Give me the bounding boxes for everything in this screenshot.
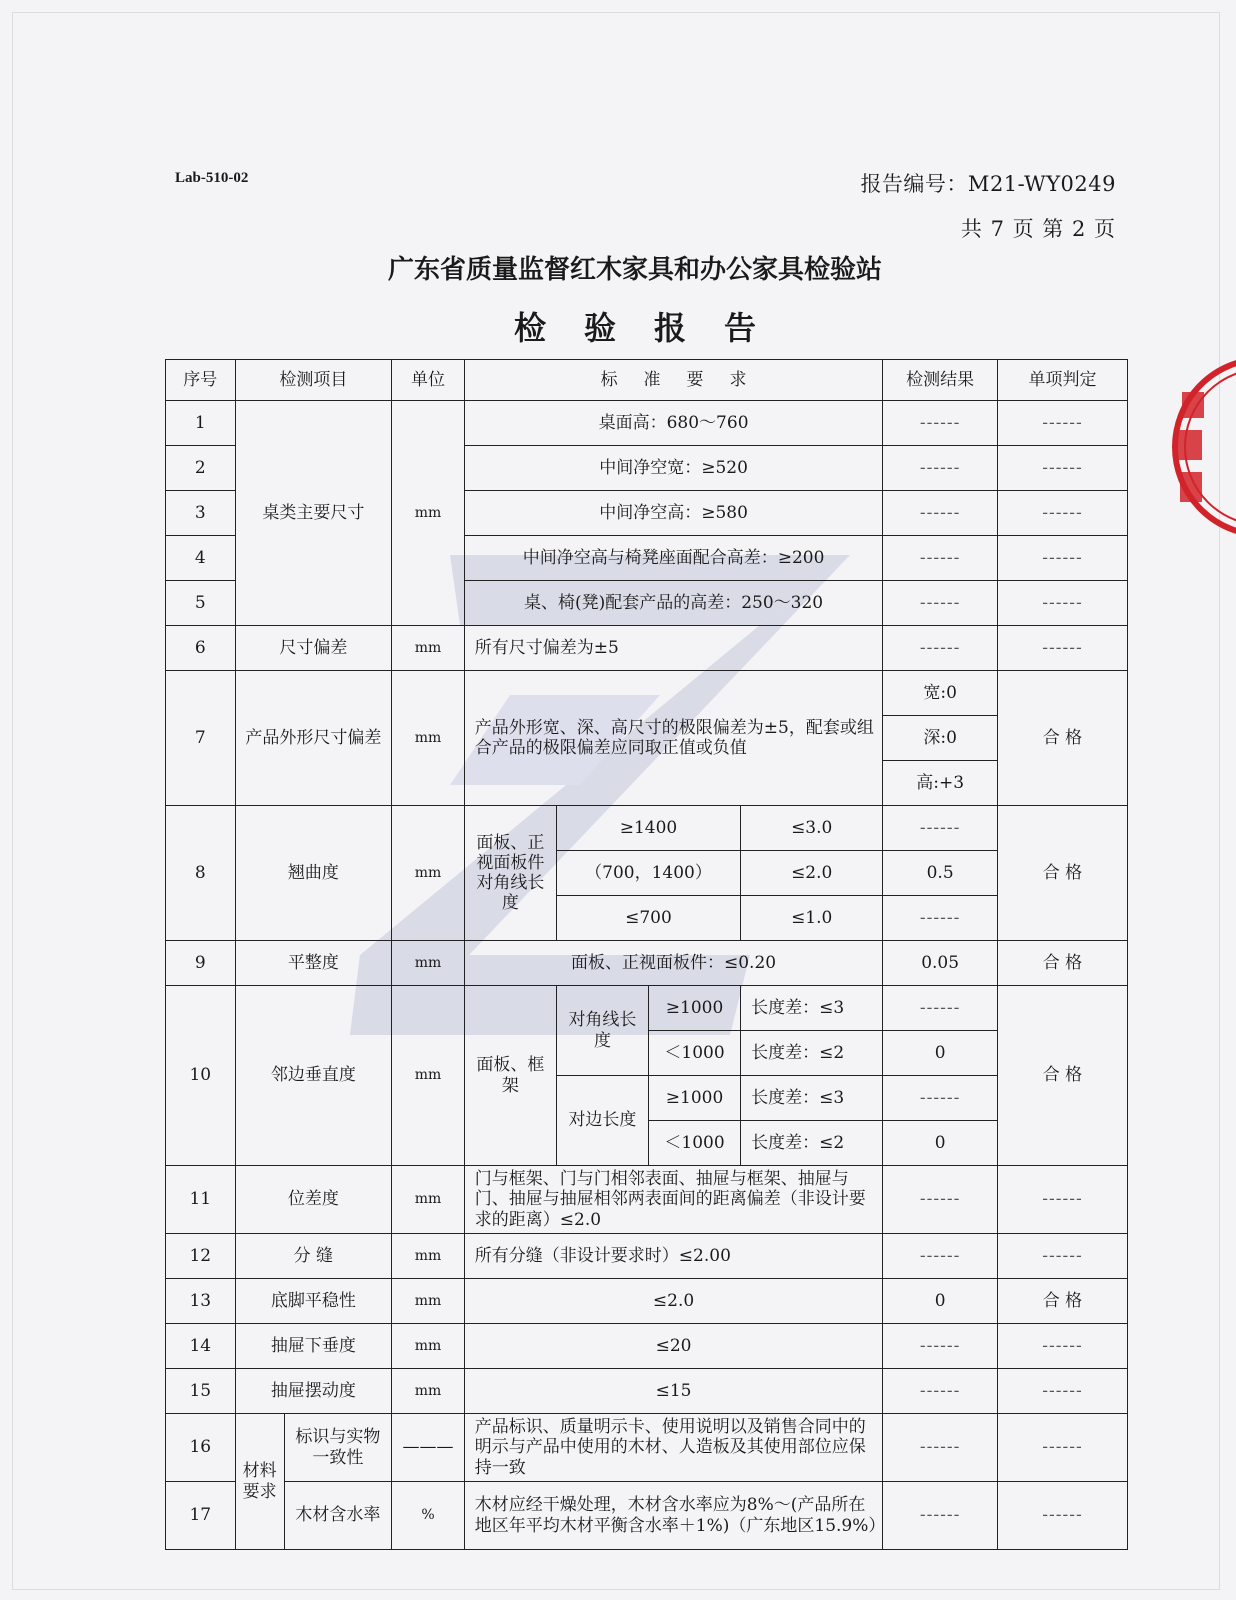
verdict-cell: ------ [997,1414,1127,1482]
standard-cell: 所有尺寸偏差为±5 [464,626,883,671]
result-width: 宽:0 [883,671,998,716]
result-cell: 0.05 [883,941,998,986]
verdict-cell: 合 格 [997,986,1127,1166]
standard-cell: ≤2.0 [464,1279,883,1324]
unit-cell: mm [392,1279,465,1324]
result-cell: ------ [883,536,998,581]
standard-cell: 木材应经干燥处理，木材含水率应为8%～(产品所在地区年平均木材平衡含水率＋1%)（广东地区15.9%） [464,1482,883,1550]
result-cell: ------ [883,1166,998,1234]
diagonal-label-cell: 对角线长度 [556,986,648,1076]
verdict-cell: ------ [997,536,1127,581]
result-cell: ------ [883,491,998,536]
result-cell: ------ [883,1324,998,1369]
item-cell: 底脚平稳性 [235,1279,392,1324]
table-row [166,806,1128,851]
condition-cell: ≥1000 [648,986,740,1031]
condition-cell: ＜1000 [648,1121,740,1166]
header-verdict: 单项判定 [997,360,1127,401]
standard-cell: ≤20 [464,1324,883,1369]
result-cell: ------ [883,1482,998,1550]
seq-cell: 12 [166,1234,236,1279]
seq-cell: 13 [166,1279,236,1324]
side-label-cell: 对边长度 [556,1076,648,1166]
seq-cell: 5 [166,581,236,626]
item-cell: 尺寸偏差 [235,626,392,671]
verdict-cell: ------ [997,1324,1127,1369]
result-cell: ------ [883,446,998,491]
standard-cell: 产品标识、质量明示卡、使用说明以及销售合同中的明示与产品中使用的木材、人造板及其使用部位应保持一致 [464,1414,883,1482]
requirement-cell: 长度差：≤2 [741,1031,883,1076]
verdict-cell: 合 格 [997,1279,1127,1324]
header-item: 检测项目 [235,360,392,401]
condition-cell: ≥1400 [556,806,740,851]
header-seq: 序号 [166,360,236,401]
verdict-cell: ------ [997,581,1127,626]
result-cell: 0 [883,1279,998,1324]
verdict-cell: ------ [997,1234,1127,1279]
group-material: 材料要求 [235,1414,284,1550]
seq-cell: 16 [166,1414,236,1482]
seq-cell: 6 [166,626,236,671]
result-cell: ------ [883,581,998,626]
item-cell: 抽屉摆动度 [235,1369,392,1414]
table-row [166,401,1128,446]
form-code: Lab-510-02 [175,170,249,186]
condition-cell: ≥1000 [648,1076,740,1121]
condition-cell: ＜1000 [648,1031,740,1076]
red-seal-icon [1168,352,1236,547]
seq-cell: 14 [166,1324,236,1369]
standard-cell: 中间净空高与椅凳座面配合高差：≥200 [464,536,883,581]
item-cell: 分 缝 [235,1234,392,1279]
standard-cell: 中间净空宽：≥520 [464,446,883,491]
table-row [166,986,1128,1031]
verdict-cell: 合 格 [997,671,1127,806]
requirement-cell: ≤2.0 [741,851,883,896]
result-cell: 0 [883,1031,998,1076]
standard-cell: ≤15 [464,1369,883,1414]
seq-cell: 15 [166,1369,236,1414]
unit-cell: mm [392,1369,465,1414]
item-cell: 标识与实物一致性 [284,1414,391,1482]
verdict-cell: ------ [997,446,1127,491]
seq-cell: 3 [166,491,236,536]
unit-cell: mm [392,806,465,941]
requirement-cell: ≤3.0 [741,806,883,851]
standard-cell: 中间净空高：≥580 [464,491,883,536]
verdict-cell: ------ [997,626,1127,671]
header-standard: 标准要求 [464,360,883,401]
document-title: 检验报告 [513,309,794,347]
condition-cell: （700，1400） [556,851,740,896]
table-row [166,1166,1128,1234]
sub-label-cell: 面板、框架 [464,986,556,1166]
result-cell: ------ [883,806,998,851]
result-cell: ------ [883,626,998,671]
table-row [166,626,1128,671]
seq-cell: 8 [166,806,236,941]
item-cell: 位差度 [235,1166,392,1234]
verdict-cell: ------ [997,401,1127,446]
seq-cell: 4 [166,536,236,581]
unit-cell: mm [392,1324,465,1369]
result-cell: ------ [883,896,998,941]
seq-cell: 9 [166,941,236,986]
table-row [166,1279,1128,1324]
seq-cell: 10 [166,986,236,1166]
verdict-cell: ------ [997,1166,1127,1234]
result-cell: 0.5 [883,851,998,896]
page-info: 共 7 页 第 2 页 [960,217,1116,241]
verdict-cell: ------ [997,1369,1127,1414]
header-row [166,360,1128,401]
condition-cell: ≤700 [556,896,740,941]
verdict-cell: 合 格 [997,941,1127,986]
item-cell: 翘曲度 [235,806,392,941]
unit-cell: mm [392,1234,465,1279]
item-cell: 木材含水率 [284,1482,391,1550]
group-desk-size: 桌类主要尺寸 [235,401,392,626]
result-cell: ------ [883,401,998,446]
item-cell: 邻边垂直度 [235,986,392,1166]
table-row [166,1369,1128,1414]
result-cell: ------ [883,986,998,1031]
result-cell: ------ [883,1234,998,1279]
verdict-cell: ------ [997,491,1127,536]
table-row [166,1414,1128,1482]
seq-cell: 7 [166,671,236,806]
standard-cell: 产品外形宽、深、高尺寸的极限偏差为±5，配套或组合产品的极限偏差应同取正值或负值 [464,671,883,806]
table-row [166,941,1128,986]
header-result: 检测结果 [883,360,998,401]
report-number: 报告编号：M21-WY0249 [860,172,1116,196]
result-cell: ------ [883,1369,998,1414]
result-cell: 0 [883,1121,998,1166]
unit-cell: mm [392,671,465,806]
unit-cell: mm [392,941,465,986]
item-cell: 产品外形尺寸偏差 [235,671,392,806]
standard-cell: 门与框架、门与门相邻表面、抽屉与框架、抽屉与门、抽屉与抽屉相邻两表面间的距离偏差（非设计要求的距离）≤2.0 [464,1166,883,1234]
requirement-cell: 长度差：≤3 [741,986,883,1031]
seq-cell: 17 [166,1482,236,1550]
unit-cell: mm [392,626,465,671]
unit-cell: mm [392,986,465,1166]
standard-cell: 面板、正视面板件：≤0.20 [464,941,883,986]
requirement-cell: 长度差：≤2 [741,1121,883,1166]
table-row [166,671,1128,716]
header-unit: 单位 [392,360,465,401]
table-row [166,1482,1128,1550]
requirement-cell: 长度差：≤3 [741,1076,883,1121]
unit-cell: mm [392,401,465,626]
result-height: 高:+3 [883,761,998,806]
standard-cell: 桌面高：680～760 [464,401,883,446]
seq-cell: 1 [166,401,236,446]
requirement-cell: ≤1.0 [741,896,883,941]
unit-cell: mm [392,1166,465,1234]
unit-cell: ——— [392,1414,465,1482]
result-cell: ------ [883,1414,998,1482]
seq-cell: 2 [166,446,236,491]
inspection-table [165,359,1128,1550]
verdict-cell: ------ [997,1482,1127,1550]
unit-cell: % [392,1482,465,1550]
standard-cell: 所有分缝（非设计要求时）≤2.00 [464,1234,883,1279]
sub-label-cell: 面板、正视面板件对角线长度 [464,806,556,941]
table-row [166,1324,1128,1369]
result-cell: ------ [883,1076,998,1121]
verdict-cell: 合 格 [997,806,1127,941]
item-cell: 抽屉下垂度 [235,1324,392,1369]
result-depth: 深:0 [883,716,998,761]
organization-title: 广东省质量监督红木家具和办公家具检验站 [387,255,882,285]
seq-cell: 11 [166,1166,236,1234]
item-cell: 平整度 [235,941,392,986]
table-row [166,1234,1128,1279]
standard-cell: 桌、椅(凳)配套产品的高差：250～320 [464,581,883,626]
